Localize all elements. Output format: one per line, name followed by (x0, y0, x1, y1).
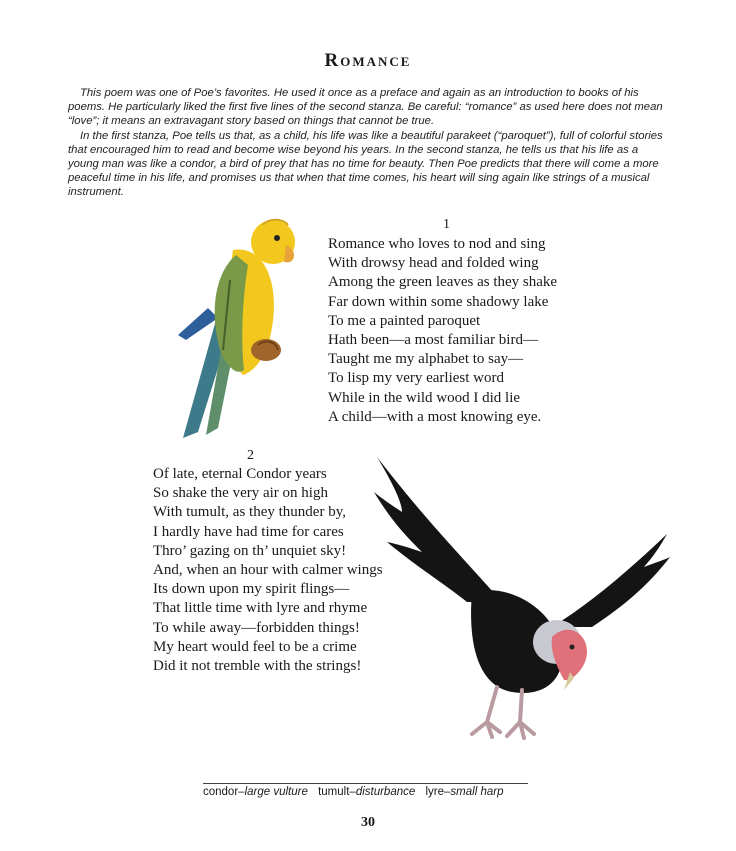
glossary-definition: small harp (450, 786, 504, 798)
stanza-line: With drowsy head and folded wing (328, 255, 539, 272)
parakeet-illustration (178, 210, 313, 445)
stanza-line: To me a painted paroquet (328, 312, 481, 329)
stanza-line: Thro’ gazing on th’ unquiet sky! (153, 542, 347, 559)
stanza-line: I hardly have had time for cares (153, 523, 344, 540)
stanza-line: That little time with lyre and rhyme (153, 600, 368, 617)
glossary (203, 786, 533, 798)
stanza-1-number: 1 (443, 217, 450, 232)
stanza-line: Romance who loves to nod and sing (328, 236, 546, 252)
glossary-entry-condor: condor–large vulture (203, 786, 308, 798)
stanza-line: Among the green leaves as they shake (328, 274, 558, 291)
stanza-line: A child—with a most knowing eye. (328, 408, 542, 425)
glossary-definition: disturbance (355, 786, 416, 798)
glossary-divider (203, 783, 528, 784)
page-title: Romance (324, 50, 412, 71)
stanza-line: With tumult, as they thunder by, (153, 504, 346, 521)
glossary-term: tumult (318, 786, 350, 798)
stanza-line: So shake the very air on high (153, 485, 328, 502)
condor-illustration (372, 452, 672, 747)
stanza-line: Its down upon my spirit flings— (153, 581, 350, 598)
stanza-line: Did it not tremble with the strings! (153, 657, 362, 674)
stanza-line: Of late, eternal Condor years (153, 466, 327, 482)
stanza-1 (328, 235, 557, 427)
stanza-line: My heart would feel to be a crime (153, 638, 357, 655)
intro-text (68, 86, 670, 200)
glossary-term: condor (203, 786, 239, 798)
stanza-line: Taught me my alphabet to say— (328, 351, 524, 368)
intro-paragraph-1: This poem was one of Poe’s favorites. He used it once as a preface and again as an introduction to books of his poems. He particularly liked the first five lines of the second stanza. Be careful: “romance” as used here does not mean “love”; it means an extravagant story based on things that cannot be true. (68, 87, 663, 128)
page-number: 30 (361, 815, 375, 830)
stanza-line: While in the wild wood I did lie (328, 389, 521, 406)
intro-paragraph-2: In the first stanza, Poe tells us that, as a child, his life was like a beautiful parakeet (“paroquet”), full of colorful stories that encouraged him to read and become wise beyond his years. In the second stanza, he tells us that his life as a young man was like a condor, a bird of prey that has no time for beauty. Then Poe predicts that there will come a more peaceful time in his life, and promises us that when that time comes, his heart will sing again like strings of a musical instrument. (68, 129, 663, 199)
stanza-line: To while away—forbidden things! (153, 619, 360, 636)
stanza-2-number: 2 (247, 448, 254, 463)
stanza-line: Far down within some shadowy lake (328, 293, 549, 310)
glossary-entry-tumult: tumult–disturbance (318, 786, 416, 798)
stanza-line: Hath been—a most familiar bird— (328, 331, 538, 348)
stanza-line: And, when an hour with calmer wings (153, 561, 383, 578)
glossary-entry-lyre: lyre–small harp (425, 786, 504, 798)
glossary-term: lyre (425, 786, 445, 798)
stanza-2 (153, 465, 383, 676)
stanza-line: To lisp my very earliest word (328, 370, 504, 387)
glossary-definition: large vulture (244, 786, 308, 798)
